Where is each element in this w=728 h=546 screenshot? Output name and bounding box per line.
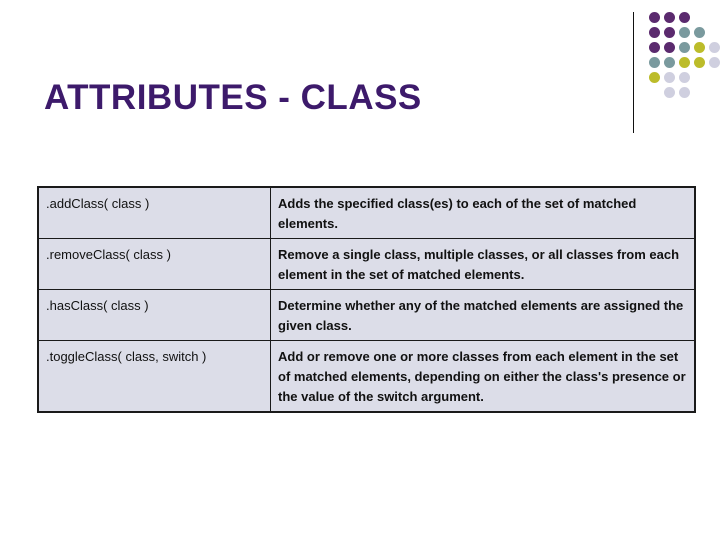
decorative-dot [679,27,690,38]
decorative-dot [664,72,675,83]
class-methods-table [37,186,696,413]
decorative-dot [664,12,675,23]
title-divider-line [633,12,634,133]
decorative-dot [679,57,690,68]
decorative-dot [664,27,675,38]
method-cell: .removeClass( class ) [38,239,271,290]
decorative-dot [664,42,675,53]
decorative-dot [694,42,705,53]
table-row [38,187,695,239]
decorative-dot [709,42,720,53]
decorative-dot [679,72,690,83]
decorative-dot [649,57,660,68]
decorative-dot [649,27,660,38]
decorative-dot [649,42,660,53]
decorative-dot [679,87,690,98]
decorative-dot [709,57,720,68]
decorative-dot [664,57,675,68]
description-cell: Add or remove one or more classes from each element in the set of matched elements, depending on either the class's presence or the value of the switch argument. [271,341,696,413]
decorative-dot [649,72,660,83]
slide-title: ATTRIBUTES - CLASS [44,78,422,117]
decorative-dot [694,27,705,38]
description-cell: Determine whether any of the matched elements are assigned the given class. [271,290,696,341]
description-cell: Adds the specified class(es) to each of the set of matched elements. [271,187,696,239]
method-cell: .addClass( class ) [38,187,271,239]
decorative-dot [679,12,690,23]
method-cell: .toggleClass( class, switch ) [38,341,271,413]
table-row [38,341,695,413]
method-cell: .hasClass( class ) [38,290,271,341]
description-cell: Remove a single class, multiple classes, or all classes from each element in the set of matched elements. [271,239,696,290]
table-row [38,239,695,290]
decorative-dot [649,12,660,23]
table-row [38,290,695,341]
decorative-dot [664,87,675,98]
decorative-dot [679,42,690,53]
decorative-dot [694,57,705,68]
